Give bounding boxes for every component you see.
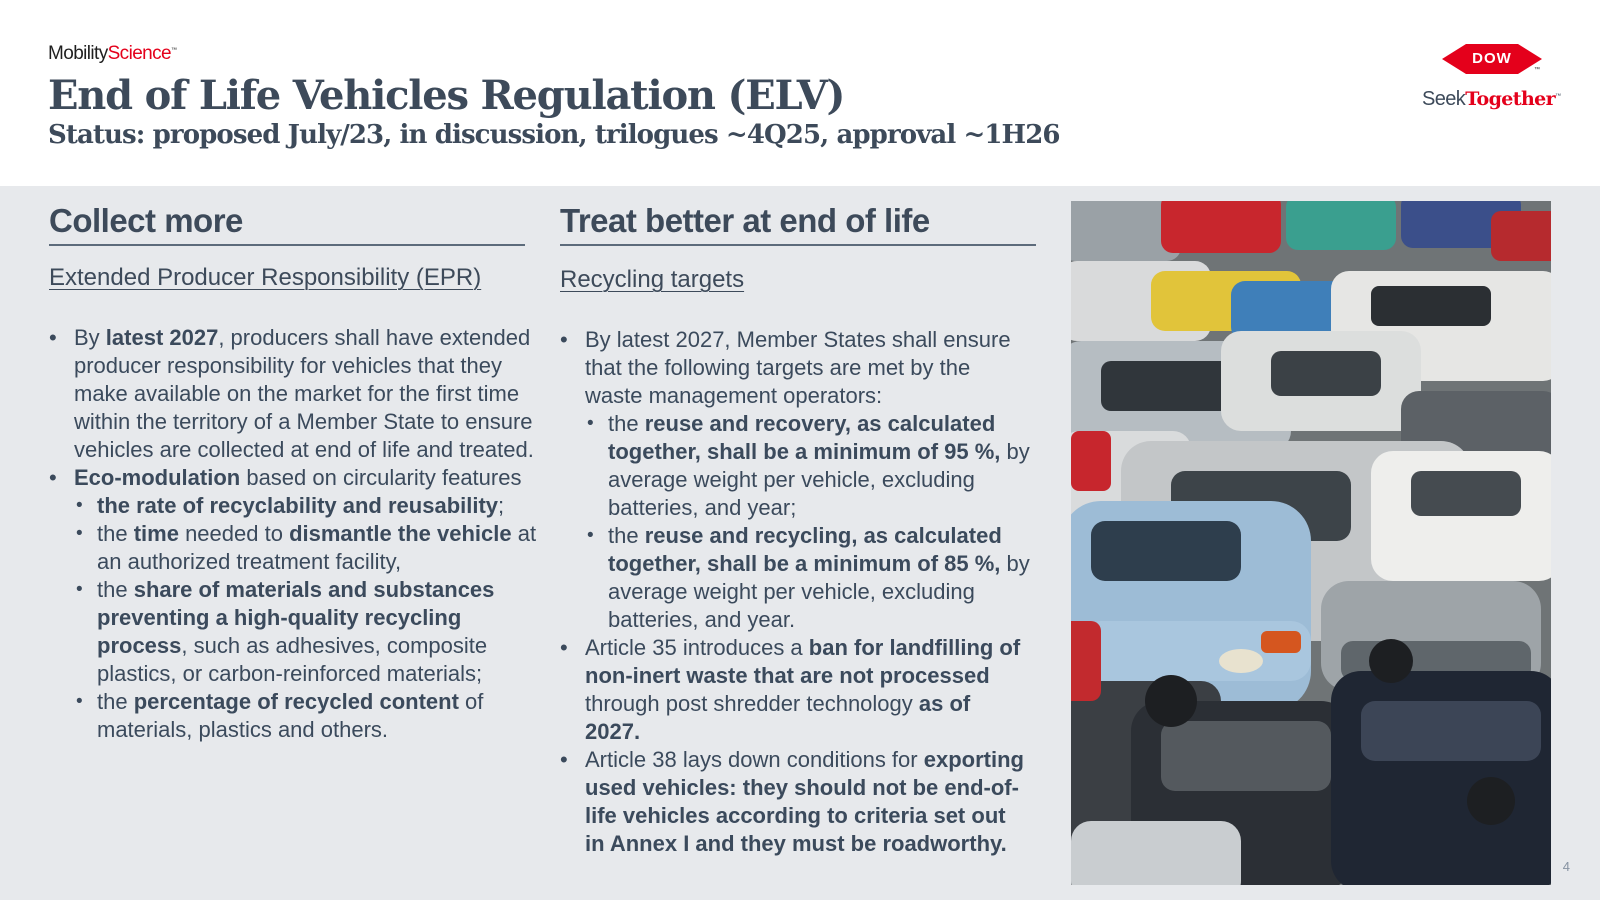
bold-text: time bbox=[133, 521, 179, 546]
text: , such as adhesives, composite plastics, or carbon-reinforced materials; bbox=[97, 633, 488, 686]
bold-text: as of 2027. bbox=[585, 691, 971, 744]
list-item bbox=[560, 746, 1030, 858]
text: Article 38 lays down conditions for bbox=[585, 747, 924, 772]
bold-text: exporting used vehicles: they should not be end-of-life vehicles according to criteria set out in Annex I and they must be roadworthy. bbox=[585, 747, 1024, 856]
list-item bbox=[49, 324, 539, 464]
collect-more-heading: Collect more bbox=[49, 202, 243, 239]
page-number: 4 bbox=[1562, 859, 1570, 874]
text: needed to bbox=[178, 521, 290, 546]
text: at an authorized treatment facility, bbox=[97, 521, 537, 574]
bold-text: the rate of recyclability and reusability bbox=[97, 493, 499, 518]
dow-logo bbox=[1410, 42, 1570, 122]
text: the bbox=[608, 523, 645, 548]
text: Article 35 introduces a bbox=[585, 635, 809, 660]
text: ; bbox=[498, 493, 505, 518]
mobility-science-logo bbox=[48, 43, 176, 65]
list-item bbox=[74, 492, 539, 520]
page-title: End of Life Vehicles Regulation (ELV) bbox=[48, 72, 845, 119]
text: of materials, plastics and others. bbox=[97, 689, 484, 742]
list-item bbox=[560, 634, 1030, 746]
recycling-bullet-list bbox=[560, 326, 1030, 858]
scrap-cars-photo bbox=[1071, 201, 1551, 885]
text: By bbox=[74, 325, 106, 350]
dow-tm: ™ bbox=[1534, 67, 1540, 73]
tagline-seek: Seek bbox=[1422, 88, 1466, 110]
list-item bbox=[49, 464, 539, 744]
dow-wordmark: DOW bbox=[1472, 50, 1512, 67]
bold-text: dismantle the vehicle bbox=[289, 521, 512, 546]
targets-sublist bbox=[585, 410, 1030, 634]
header bbox=[0, 0, 1600, 186]
list-item bbox=[74, 520, 539, 576]
bold-text: reuse and recovery, as calculated together, shall be a minimum of 95 %, bbox=[608, 411, 1001, 464]
bold-text: share of materials and substances preventing a high-quality recycling process bbox=[97, 577, 495, 658]
list-item bbox=[74, 576, 539, 688]
text: the bbox=[97, 577, 134, 602]
list-item bbox=[560, 326, 1030, 634]
tagline-together: Together bbox=[1465, 88, 1556, 110]
content-area bbox=[0, 186, 1600, 900]
text: by average weight per vehicle, excluding batteries, and year; bbox=[608, 439, 1030, 520]
text: the bbox=[97, 689, 134, 714]
brand-accent-text: Science bbox=[107, 43, 172, 64]
bold-text: Eco-modulation bbox=[74, 465, 241, 490]
list-item bbox=[74, 688, 539, 744]
bold-text: percentage of recycled content bbox=[133, 689, 459, 714]
epr-bullet-list bbox=[49, 324, 539, 744]
page-subtitle: Status: proposed July/23, in discussion, trilogues ~4Q25, approval ~1H26 bbox=[48, 120, 1060, 150]
bold-text: latest 2027 bbox=[105, 325, 219, 350]
brand-text: Mobility bbox=[48, 43, 108, 64]
text: based on circularity features bbox=[240, 465, 522, 490]
bold-text: reuse and recycling, as calculated together, shall be a minimum of 85 %, bbox=[608, 523, 1002, 576]
text: , producers shall have extended producer responsibility for vehicles that they make available on the market for the first time within the territory of a Member State to ensure vehicles are collected at end of life and treated. bbox=[74, 325, 534, 462]
eco-modulation-sublist bbox=[74, 492, 539, 744]
heading-divider bbox=[560, 244, 1036, 246]
text: By latest 2027, Member States shall ensure that the following targets are met by the waste management operators: bbox=[585, 327, 1011, 408]
list-item bbox=[585, 410, 1030, 522]
brand-tm: ™ bbox=[171, 47, 177, 54]
heading-divider bbox=[49, 244, 525, 246]
tagline-tm: ™ bbox=[1555, 93, 1561, 100]
epr-subheading: Extended Producer Responsibility (EPR) bbox=[49, 264, 482, 291]
list-item bbox=[585, 522, 1030, 634]
treat-better-heading: Treat better at end of life bbox=[560, 202, 930, 239]
text: the bbox=[97, 521, 134, 546]
seek-together-tagline bbox=[1422, 88, 1561, 111]
bold-text: ban for landfilling of non-inert waste that are not processed bbox=[585, 635, 1021, 688]
text: the bbox=[608, 411, 645, 436]
text: through post shredder technology bbox=[585, 691, 919, 716]
text: by average weight per vehicle, excluding batteries, and year. bbox=[608, 551, 1030, 632]
recycling-targets-subheading: Recycling targets bbox=[560, 266, 745, 293]
scrap-cars-illustration bbox=[1071, 201, 1551, 885]
